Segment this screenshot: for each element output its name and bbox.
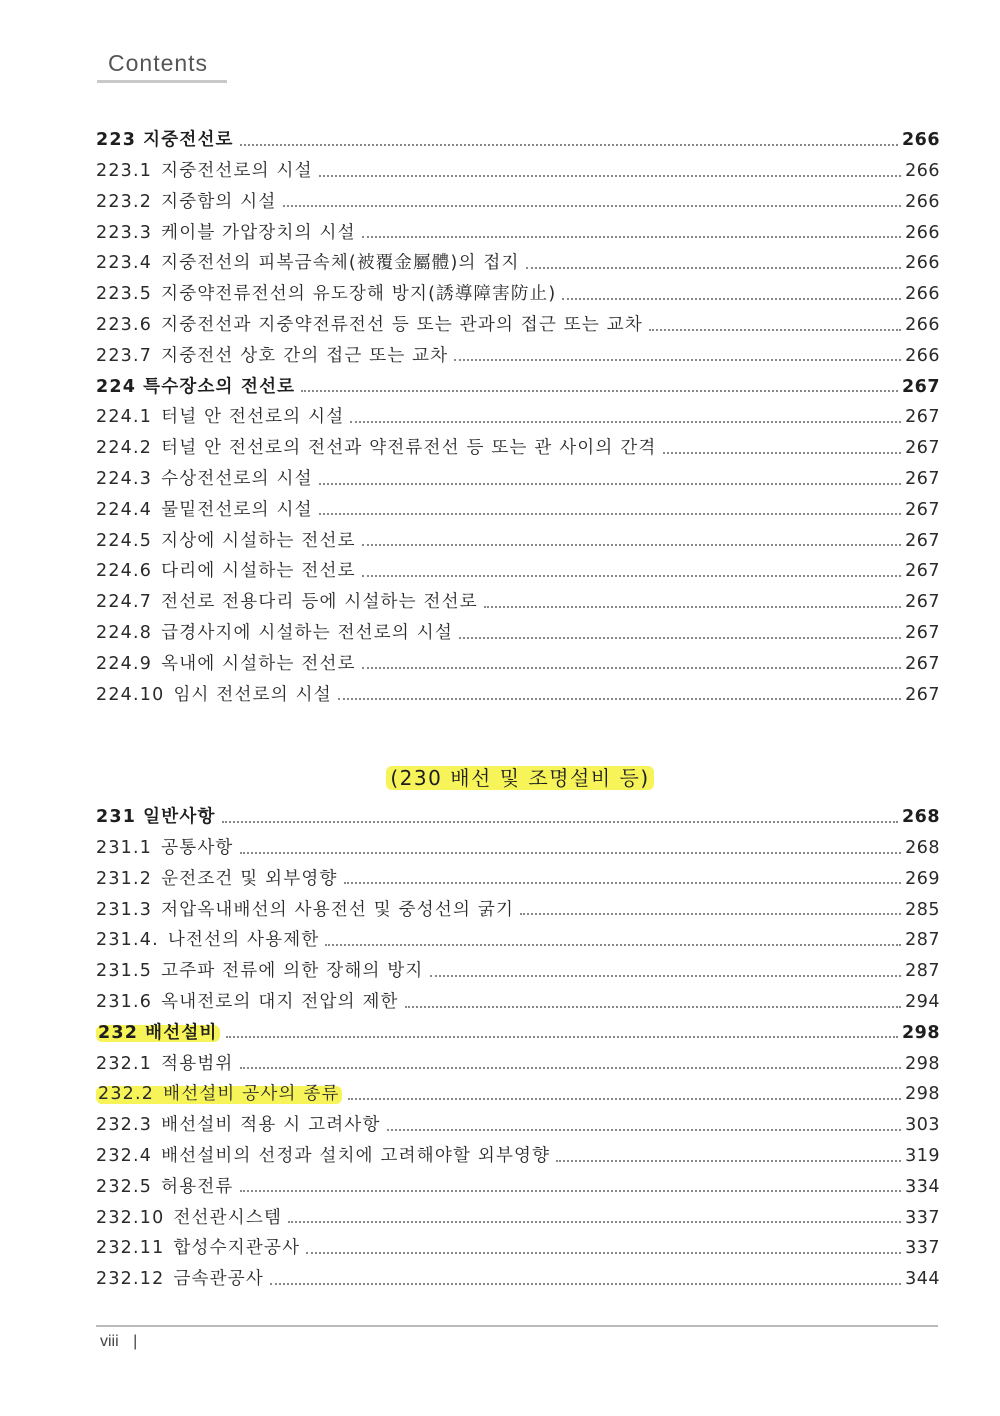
dot-leader: [362, 236, 901, 238]
entry-number: 224: [96, 376, 137, 397]
toc-entry: [96, 1104, 940, 1135]
entry-page: 268: [901, 807, 940, 828]
entry-page: 337: [905, 1207, 940, 1228]
entry-page: 267: [905, 653, 940, 674]
toc-entry: [96, 396, 940, 427]
entry-title: 지중전선 상호 간의 접근 또는 교차: [161, 345, 449, 366]
toc-entry: [96, 335, 940, 366]
toc-entry: [96, 1227, 940, 1258]
entry-title: 다리에 시설하는 전선로: [161, 561, 356, 582]
entry-label: [96, 530, 356, 551]
toc-entry: [96, 181, 940, 212]
entry-number: 223.6: [96, 315, 153, 336]
entry-label: [96, 317, 643, 335]
toc-entry: [96, 273, 940, 304]
entry-page: 267: [905, 469, 940, 490]
entry-label: [96, 345, 449, 366]
dot-leader: [344, 882, 902, 884]
entry-label: [96, 440, 657, 458]
dot-leader: [240, 1190, 902, 1192]
entry-number: 224.8: [96, 623, 153, 644]
entry-label: [96, 1117, 381, 1135]
entry-label: [96, 625, 453, 643]
dot-leader: [240, 144, 898, 146]
toc-entry: [96, 858, 940, 889]
entry-title: 터널 안 전선로의 전선과 약전류전선 등 또는 관 사이의 간격: [161, 438, 657, 459]
entry-page: 287: [905, 930, 940, 951]
toc-entry: [96, 581, 940, 612]
entry-number: 223.7: [96, 345, 153, 366]
entry-label: [96, 255, 520, 273]
entry-number: 223.2: [96, 191, 153, 212]
entry-label: [96, 409, 344, 427]
dot-leader: [319, 513, 901, 515]
entry-title: 수상전선로의 시설: [161, 469, 313, 490]
entry-label: [96, 191, 277, 212]
entry-title: 배선설비: [145, 1022, 218, 1043]
entry-title: 허용전류: [161, 1176, 234, 1197]
entry-number: 223.3: [96, 222, 153, 243]
entry-title: 공통사항: [161, 838, 234, 859]
entry-number: 231.2: [96, 868, 153, 889]
entry-title: 케이블 가압장치의 시설: [161, 222, 356, 243]
toc-entry: [96, 673, 940, 704]
entry-page: 266: [905, 191, 940, 212]
entry-page: 266: [905, 253, 940, 274]
entry-label: [96, 899, 515, 920]
entry-page: 319: [905, 1146, 940, 1167]
dot-leader: [350, 421, 901, 423]
dot-leader: [348, 1098, 902, 1100]
section-heading: [0, 762, 1000, 791]
entry-title: 지상에 시설하는 전선로: [161, 530, 356, 551]
entry-page: 268: [905, 838, 940, 859]
dot-leader: [526, 267, 902, 269]
entry-number: 232.3: [96, 1115, 153, 1136]
entry-page: 267: [905, 592, 940, 613]
dot-leader: [319, 483, 901, 485]
entry-number: 224.4: [96, 499, 153, 520]
header-underline: [97, 80, 227, 83]
toc-entry: [96, 427, 940, 458]
entry-number: 224.1: [96, 407, 153, 428]
toc-entry: [96, 1042, 940, 1073]
entry-title: 임시 전선로의 시설: [173, 684, 332, 705]
toc-entry: [96, 1073, 940, 1104]
dot-leader: [362, 667, 901, 669]
entry-number: 224.7: [96, 592, 153, 613]
entry-title: 합성수지관공사: [173, 1238, 301, 1259]
toc-entry: [96, 489, 940, 520]
dot-leader: [484, 606, 901, 608]
toc-entry: [96, 950, 940, 981]
entry-label: [96, 376, 296, 397]
entry-page: 269: [905, 868, 940, 889]
toc-list-a: [96, 119, 940, 704]
toc-entry: [96, 1135, 940, 1166]
dot-leader: [649, 329, 901, 331]
entry-page: 337: [905, 1238, 940, 1259]
entry-title: 지중전선로: [143, 130, 234, 151]
toc-entry: [96, 1196, 940, 1227]
entry-page: 267: [905, 684, 940, 705]
dot-leader: [283, 205, 902, 207]
entry-label: [96, 809, 216, 827]
entry-page: 267: [905, 407, 940, 428]
toc-entry: [96, 119, 940, 150]
entry-title: 지중전선과 지중약전류전선 등 또는 관과의 접근 또는 교차: [161, 315, 643, 336]
entry-title: 터널 안 전선로의 시설: [161, 407, 345, 428]
entry-label: [96, 1053, 234, 1074]
entry-number: 232: [98, 1022, 139, 1043]
dot-leader: [325, 944, 901, 946]
entry-number: 232.2: [98, 1084, 155, 1105]
dot-leader: [520, 913, 901, 915]
entry-page: 285: [905, 899, 940, 920]
entry-page: 267: [901, 376, 940, 397]
dot-leader: [663, 452, 902, 454]
entry-title: 옥내에 시설하는 전선로: [161, 653, 356, 674]
entry-number: 232.1: [96, 1053, 153, 1074]
entry-title: 특수장소의 전선로: [143, 376, 296, 397]
entry-title: 금속관공사: [173, 1269, 264, 1290]
entry-title: 운전조건 및 외부영향: [161, 868, 338, 889]
dot-leader: [430, 975, 902, 977]
footer-divider: [96, 1325, 938, 1327]
toc-entry: [96, 612, 940, 643]
entry-label: [96, 499, 313, 520]
entry-label: [96, 1207, 283, 1228]
toc-list-b: [96, 796, 940, 1289]
toc-entry: [96, 888, 940, 919]
entry-title: 전선관시스템: [173, 1207, 283, 1228]
entry-number: 231.3: [96, 899, 153, 920]
toc-entry: [96, 919, 940, 950]
entry-label: [96, 1271, 264, 1289]
entry-page: 303: [905, 1115, 940, 1136]
entry-number: 224.5: [96, 530, 153, 551]
entry-number: 232.11: [96, 1238, 165, 1259]
entry-page: 266: [905, 345, 940, 366]
dot-leader: [362, 575, 901, 577]
dot-leader: [306, 1252, 901, 1254]
entry-page: 267: [905, 499, 940, 520]
entry-title: 물밑전선로의 시설: [161, 499, 313, 520]
dot-leader: [338, 698, 901, 700]
entry-number: 223.5: [96, 284, 153, 305]
entry-page: 266: [905, 284, 940, 305]
toc-entry: [96, 827, 940, 858]
entry-number: 231: [96, 807, 137, 828]
entry-number: 223.4: [96, 253, 153, 274]
entry-title: 옥내전로의 대지 전압의 제한: [161, 992, 399, 1013]
entry-page: 266: [905, 315, 940, 336]
dot-leader: [556, 1160, 901, 1162]
entry-label: [96, 868, 338, 889]
entry-page: 287: [905, 961, 940, 982]
entry-label: [96, 286, 556, 304]
toc-entry: [96, 1012, 940, 1043]
highlighted-entry-label: [96, 1086, 342, 1104]
toc-entry: [96, 242, 940, 273]
dot-leader: [222, 821, 898, 823]
entry-title: 배선설비 적용 시 고려사항: [161, 1115, 381, 1136]
entry-number: 223.1: [96, 161, 153, 182]
entry-number: 223: [96, 130, 137, 151]
entry-label: [96, 471, 313, 489]
entry-page: 267: [905, 561, 940, 582]
entry-number: 231.4.: [96, 930, 159, 951]
entry-number: 224.3: [96, 469, 153, 490]
entry-label: [96, 840, 234, 858]
entry-label: [96, 994, 399, 1012]
entry-page: 298: [901, 1022, 940, 1043]
entry-label: [96, 1176, 234, 1197]
entry-page: 344: [905, 1269, 940, 1290]
entry-title: 지중약전류전선의 유도장해 방지(誘導障害防止): [161, 284, 557, 305]
entry-title: 일반사항: [143, 807, 216, 828]
entry-title: 전선로 전용다리 등에 시설하는 전선로: [161, 592, 478, 613]
toc-entry: [96, 643, 940, 674]
entry-label: [96, 932, 319, 950]
toc-entry: [96, 1258, 940, 1289]
entry-page: 266: [905, 161, 940, 182]
entry-number: 232.5: [96, 1176, 153, 1197]
entry-title: 적용범위: [161, 1053, 234, 1074]
entry-title: 배선설비의 선정과 설치에 고려해야할 외부영향: [161, 1146, 551, 1167]
section-heading-text: (230 배선 및 조명설비 등): [386, 766, 653, 790]
toc-entry: [96, 519, 940, 550]
entry-label: [96, 1240, 300, 1258]
entry-page: 294: [905, 992, 940, 1013]
entry-title: 지중함의 시설: [161, 191, 277, 212]
page-footer: [100, 1333, 137, 1351]
entry-page: 298: [905, 1084, 940, 1105]
entry-title: 급경사지에 시설하는 전선로의 시설: [161, 623, 453, 644]
entry-number: 231.6: [96, 992, 153, 1013]
entry-number: 231.1: [96, 838, 153, 859]
entry-number: 224.2: [96, 438, 153, 459]
toc-entry: [96, 796, 940, 827]
dot-leader: [459, 637, 901, 639]
dot-leader: [362, 544, 901, 546]
entry-page: 334: [905, 1176, 940, 1197]
entry-page: 267: [905, 438, 940, 459]
entry-label: [96, 132, 234, 150]
toc-entry: [96, 1166, 940, 1197]
entry-page: 298: [905, 1053, 940, 1074]
entry-label: [96, 963, 424, 981]
entry-title: 나전선의 사용제한: [167, 930, 320, 951]
entry-title: 배선설비 공사의 종류: [163, 1084, 340, 1105]
highlighted-entry-label: [96, 1022, 220, 1043]
toc-entry: [96, 150, 940, 181]
toc-entry: [96, 458, 940, 489]
dot-leader: [454, 359, 901, 361]
dot-leader: [562, 298, 901, 300]
toc-entry: [96, 211, 940, 242]
entry-number: 224.10: [96, 684, 165, 705]
footer-separator: |: [133, 1333, 138, 1350]
page-header-title: Contents: [108, 50, 209, 76]
toc-entry: [96, 550, 940, 581]
entry-number: 224.6: [96, 561, 153, 582]
page-number: viii: [100, 1333, 119, 1350]
entry-number: 232.10: [96, 1207, 165, 1228]
entry-title: 저압옥내배선의 사용전선 및 중성선의 굵기: [161, 899, 515, 920]
entry-page: 266: [901, 130, 940, 151]
entry-number: 231.5: [96, 961, 153, 982]
entry-title: 지중전선의 피복금속체(被覆金屬體)의 접지: [161, 253, 520, 274]
entry-number: 224.9: [96, 653, 153, 674]
entry-label: [96, 653, 356, 674]
entry-label: [96, 684, 332, 705]
entry-title: 지중전선로의 시설: [161, 161, 313, 182]
toc-entry: [96, 981, 940, 1012]
entry-label: [96, 1148, 550, 1166]
entry-label: [96, 222, 356, 243]
dot-leader: [240, 1067, 902, 1069]
toc-entry: [96, 304, 940, 335]
dot-leader: [270, 1283, 901, 1285]
entry-label: [96, 563, 356, 581]
dot-leader: [405, 1006, 901, 1008]
entry-number: 232.12: [96, 1269, 165, 1290]
dot-leader: [288, 1221, 901, 1223]
toc-entry: [96, 365, 940, 396]
dot-leader: [319, 175, 901, 177]
entry-number: 232.4: [96, 1146, 153, 1167]
entry-label: [96, 163, 313, 181]
dot-leader: [387, 1129, 902, 1131]
entry-page: 267: [905, 530, 940, 551]
dot-leader: [240, 852, 902, 854]
dot-leader: [226, 1036, 898, 1038]
entry-page: 266: [905, 222, 940, 243]
dot-leader: [301, 390, 898, 392]
entry-label: [96, 594, 478, 612]
entry-page: 267: [905, 623, 940, 644]
entry-title: 고주파 전류에 의한 장해의 방지: [161, 961, 424, 982]
